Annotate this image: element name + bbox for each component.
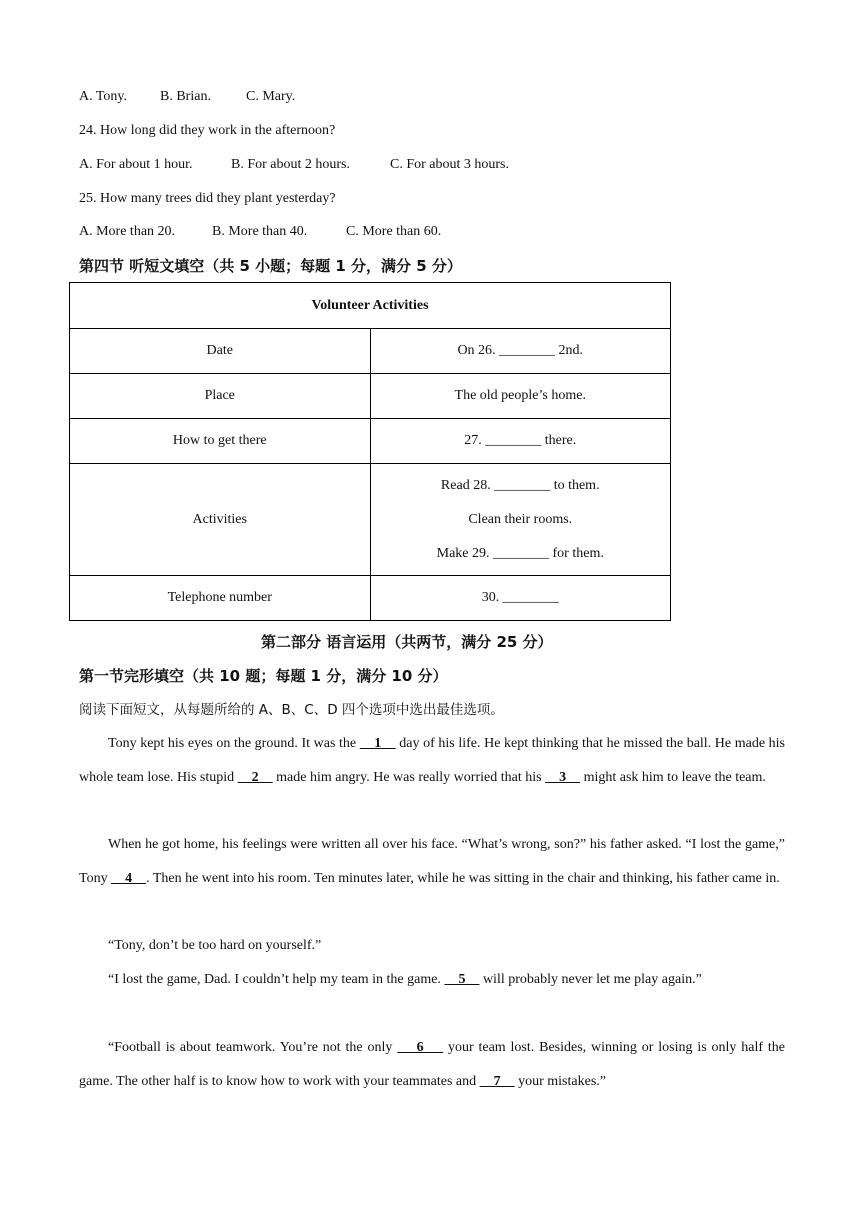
activity-line: Make 29. ________ for them. — [436, 545, 604, 561]
q24-question: 24. How long did they work in the afternoon? — [79, 123, 336, 138]
cloze-heading: 第一节完形填空（共 10 题；每题 1 分，满分 10 分） — [79, 667, 448, 685]
row-label-activities: Activities — [70, 464, 371, 576]
blank-2: 2 — [237, 770, 273, 785]
option-c: C. Mary. — [246, 89, 296, 104]
row-label-telephone: Telephone number — [70, 576, 371, 621]
q23-options — [79, 87, 295, 107]
text: . Then he went into his room. Ten minutes later, while he was sitting in the chair and thinking, his father came in. — [146, 871, 780, 886]
activity-line: Read 28. ________ to them. — [440, 477, 600, 493]
q25-options — [79, 222, 441, 242]
section4-heading: 第四节 听短文填空（共 5 小题；每题 1 分，满分 5 分） — [79, 257, 462, 275]
option-a: A. For about 1 hour. — [79, 157, 193, 172]
table-row — [70, 419, 671, 464]
row-label-place: Place — [70, 374, 371, 419]
text: “Football is about teamwork. You’re not the only — [108, 1040, 398, 1055]
row-value-activities — [370, 464, 671, 576]
option-c: C. For about 3 hours. — [390, 157, 509, 172]
row-value-telephone: 30. ________ — [370, 576, 671, 621]
text: day of his life. He kept thinking that he missed the ball. He made his whole team lose. His stupid — [79, 736, 786, 785]
row-value-date: On 26. ________ 2nd. — [370, 329, 671, 374]
table-row — [70, 576, 671, 621]
table-row — [70, 374, 671, 419]
text: “I lost the game, Dad. I couldn’t help my team in the game. — [108, 972, 445, 987]
text: your team lost. Besides, winning or losing is only half the game. The other half is to know how to work with your teammates and — [79, 1040, 786, 1089]
volunteer-activities-table — [69, 282, 671, 621]
text: Tony kept his eyes on the ground. It was the — [108, 736, 360, 751]
paragraph-1 — [79, 727, 785, 795]
row-label-date: Date — [70, 329, 371, 374]
option-b: B. More than 40. — [212, 224, 308, 239]
text: will probably never let me play again.” — [479, 972, 702, 987]
cloze-instruction: 阅读下面短文，从每题所给的 A、B、C、D 四个选项中选出最佳选项。 — [79, 702, 504, 718]
option-c: C. More than 60. — [346, 224, 442, 239]
blank-5: 5 — [444, 972, 480, 987]
row-value-place: The old people’s home. — [370, 374, 671, 419]
table-row — [70, 329, 671, 374]
option-a: A. Tony. — [79, 89, 128, 104]
part2-heading: 第二部分 语言运用（共两节，满分 25 分） — [261, 633, 553, 651]
text: made him angry. He was really worried that his — [272, 770, 546, 785]
paragraph-2 — [79, 828, 785, 896]
q24-options — [79, 155, 509, 175]
table-title: Volunteer Activities — [70, 283, 671, 329]
paragraph-5 — [79, 1031, 785, 1099]
q25-question: 25. How many trees did they plant yesterday? — [79, 191, 336, 206]
option-b: B. For about 2 hours. — [231, 157, 350, 172]
row-value-transport: 27. ________ there. — [370, 419, 671, 464]
option-b: B. Brian. — [160, 89, 211, 104]
paragraph-4 — [79, 963, 785, 997]
blank-3: 3 — [545, 770, 581, 785]
text: your mistakes.” — [514, 1074, 606, 1089]
blank-6: 6 — [397, 1040, 444, 1055]
blank-7: 7 — [479, 1074, 515, 1089]
row-label-transport: How to get there — [70, 419, 371, 464]
text: might ask him to leave the team. — [580, 770, 766, 785]
activity-line: Clean their rooms. — [468, 511, 573, 527]
table-row — [70, 464, 671, 576]
blank-4: 4 — [111, 871, 147, 886]
blank-1: 1 — [359, 736, 396, 751]
text: When he got home, his feelings were written all over his face. “What’s wrong, son?” his father asked. “I lost the game,” Tony — [79, 837, 785, 886]
option-a: A. More than 20. — [79, 224, 176, 239]
paragraph-3: “Tony, don’t be too hard on yourself.” — [108, 938, 322, 953]
